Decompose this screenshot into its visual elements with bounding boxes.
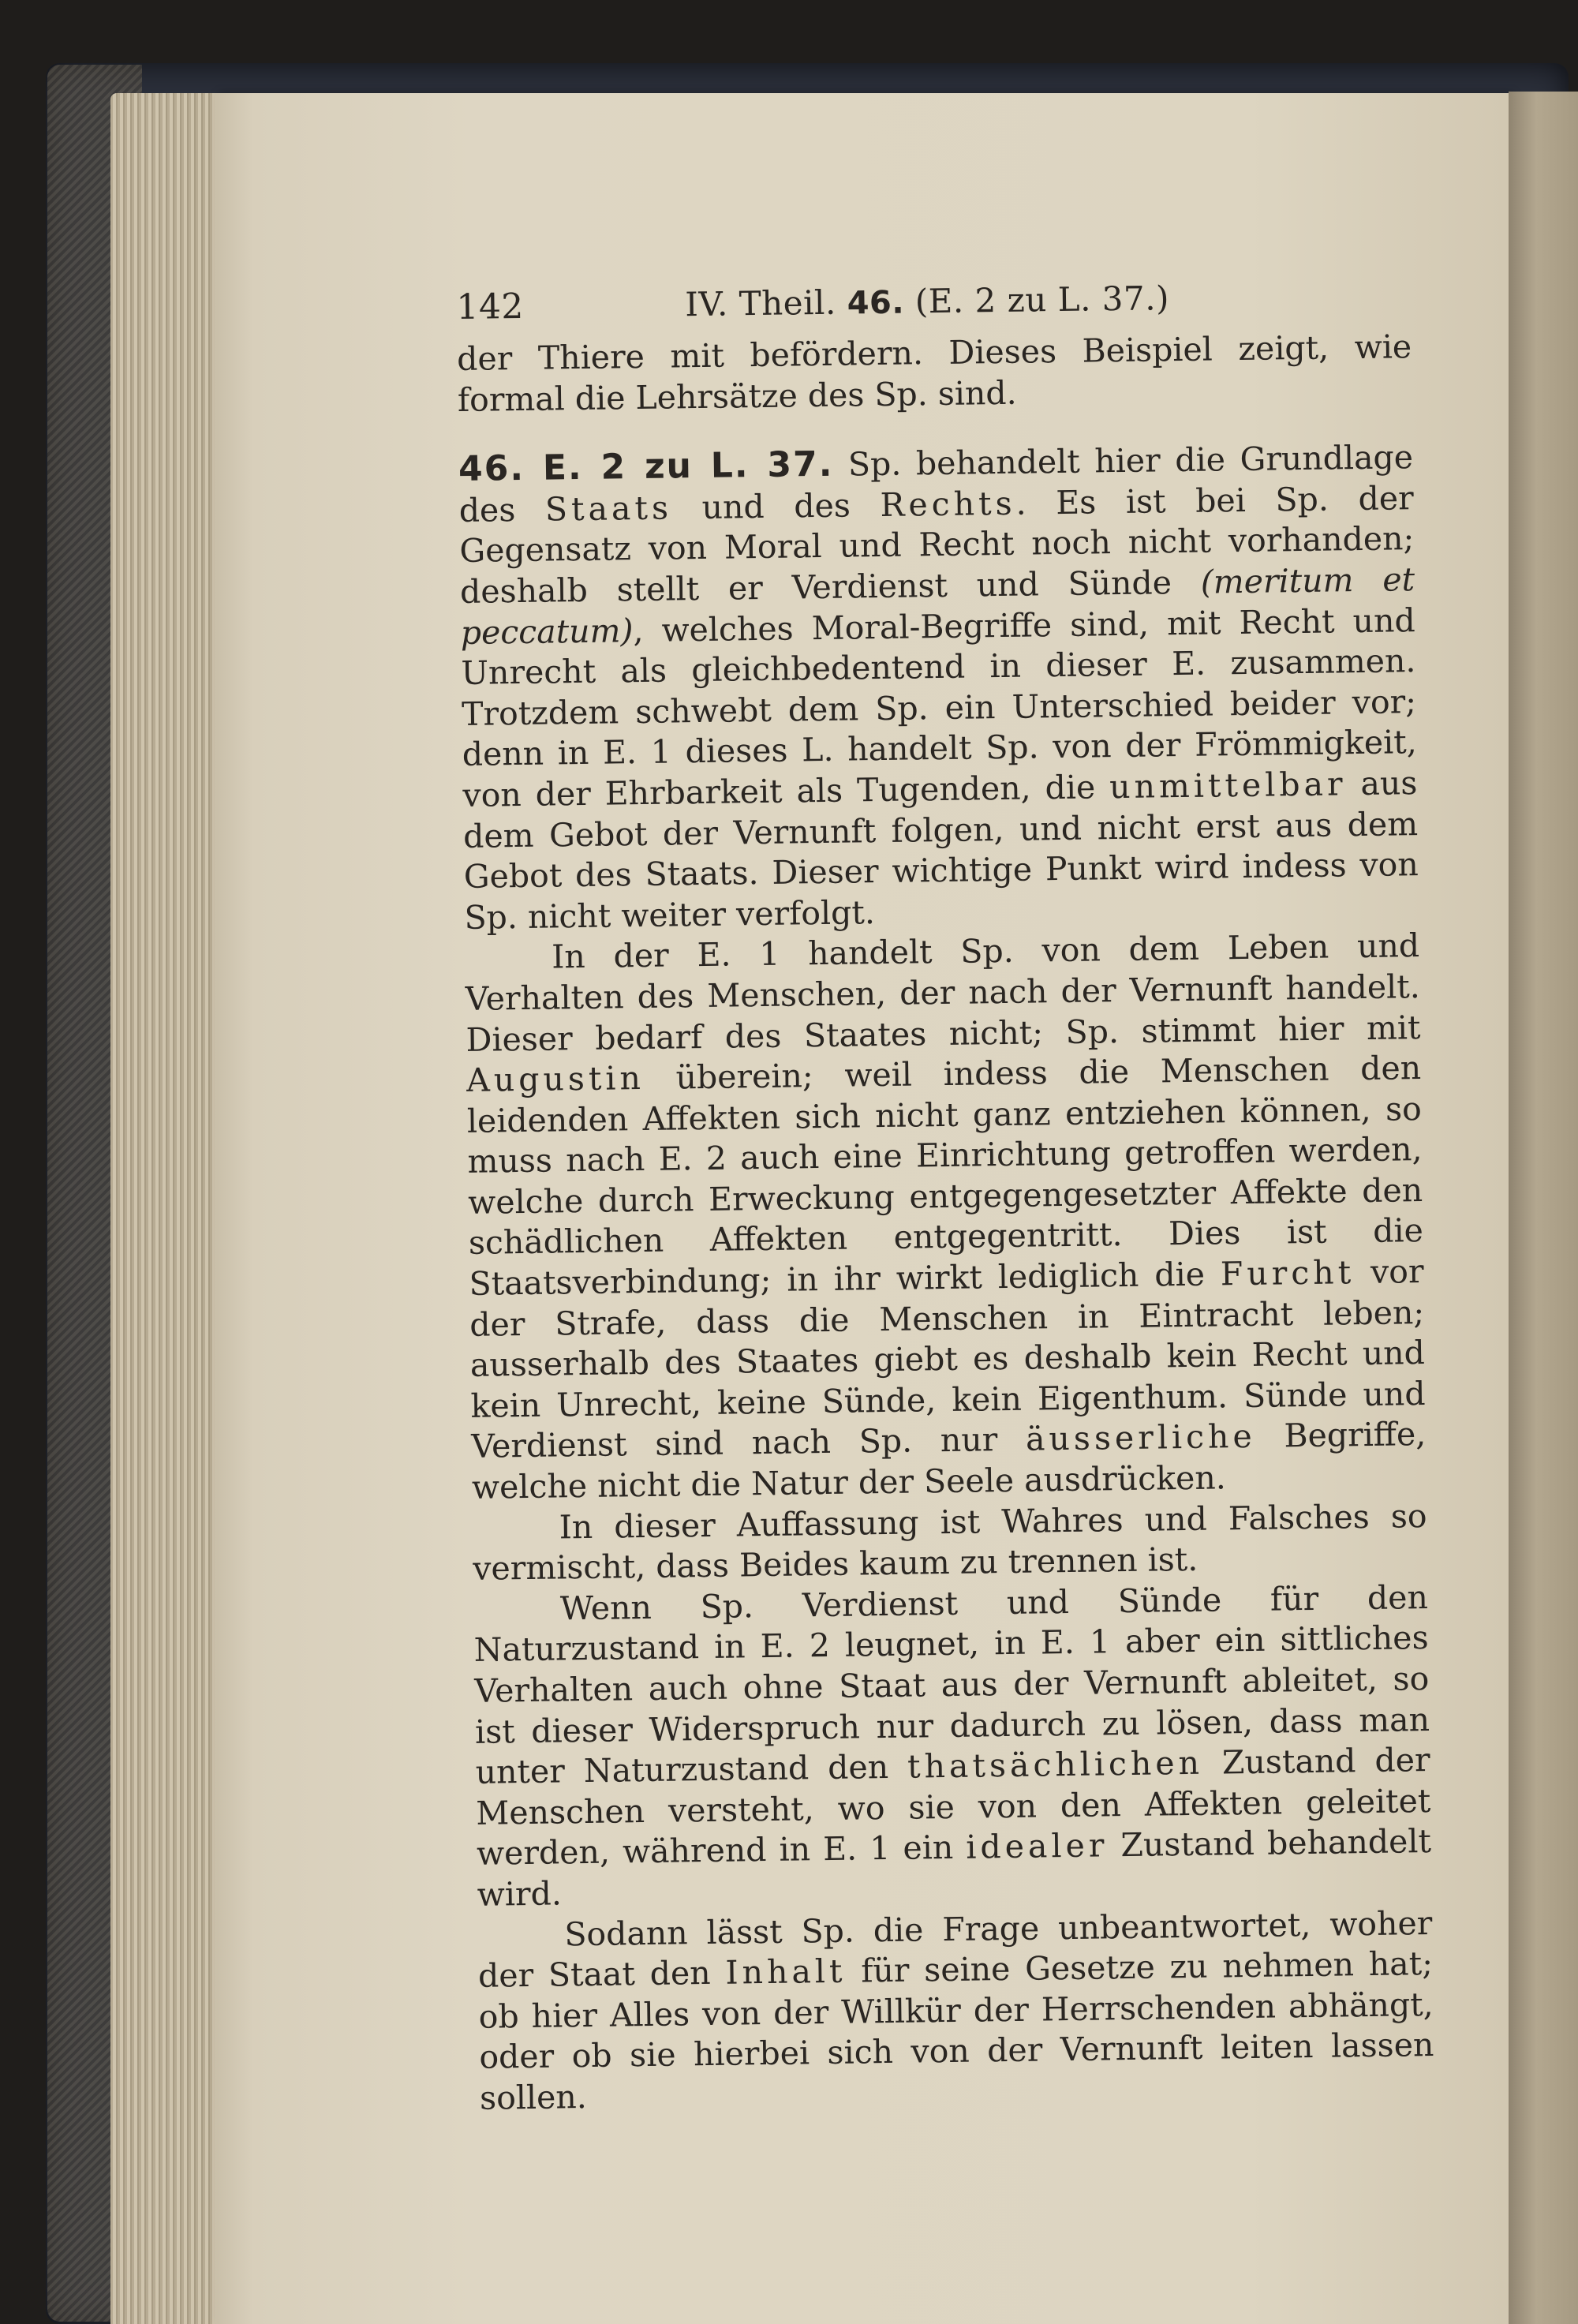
spaced-emphasis: Staats [544, 488, 673, 529]
section-heading: 46. E. 2 zu L. 37. [458, 443, 834, 490]
spaced-emphasis: idealer [966, 1826, 1109, 1867]
paragraph-6: Sodann lässt Sp. die Frage unbeantwortet, woher der Staat den Inhalt für seine Gesetze zu nehmen hat; ob hier Alles von der Willkür der Herrschenden abhängt, oder ob sie hierbei sich von der Vernunft leiten lassen sollen. [477, 1903, 1434, 2117]
facing-page-edge [1509, 92, 1578, 2324]
paragraph-section-46: 46. E. 2 zu L. 37. Sp. behandelt hier die Grundlage des Staats und des Rechts. Es ist bei Sp. der Gegensatz von Moral und Recht noch nicht vorhanden; deshalb stellt er Verdienst und Sünde (meritum et peccatum), welches Moral-Begriffe sind, mit Recht und Unrecht als gleichbedentend in dieser E. zusammen. Trotzdem schwebt dem Sp. ein Unterschied beider vor; denn in E. 1 dieses L. handelt Sp. von der Frömmigkeit, von der Ehrbarkeit als Tugenden, die unmittelbar aus dem Gebot der Vernunft folgen, und nicht erst aus dem Gebot des Staats. Dieser wichtige Punkt wird indess von Sp. nicht weiter verfolgt. [458, 438, 1419, 937]
spaced-emphasis: Furcht [1220, 1253, 1356, 1293]
paragraph-5: Wenn Sp. Verdienst und Sünde für den Naturzustand in E. 2 leugnet, in E. 1 aber ein sittliches Verhalten auch ohne Staat aus der Vernunft ableitet, so ist dieser Widerspruch nur dadurch zu lösen, dass man unter Naturzustand den thatsächlichen Zustand der Menschen versteht, wo sie von den Affekten geleitet werden, während in E. 1 ein idealer Zustand behandelt wird. [473, 1577, 1432, 1914]
spaced-emphasis: Augustin [466, 1059, 645, 1100]
paragraph-3: In der E. 1 handelt Sp. von dem Leben und Verhalten des Menschen, der nach der Vernunft handelt. Dieser bedarf des Staates nicht; Sp. stimmt hier mit Augustin überein; weil indess die Menschen den leidenden Affekten sich nicht ganz entziehen können, so muss nach E. 2 auch eine Einrichtung getroffen werden, welche durch Erweckung entgegengesetzter Affekte den schädlichen Affekten entgegentritt. Dies ist die Staatsverbindung; in ihr wirkt lediglich die Furcht vor der Strafe, dass die Menschen in Eintracht leben; ausserhalb des Staates giebt es deshalb kein Recht und kein Unrecht, keine Sünde, kein Eigenthum. Sünde und Verdienst sind nach Sp. nur äusserliche Begriffe, welche nicht die Natur der Seele ausdrücken. [465, 926, 1427, 1506]
running-section-number: 46. [847, 284, 905, 322]
spaced-emphasis: Rechts [880, 484, 1016, 524]
page-number: 142 [456, 286, 525, 327]
spaced-emphasis: unmittelbar [1109, 765, 1347, 806]
italic-latin-term: (meritum et peccatum) [460, 560, 1415, 652]
paragraph-4: In dieser Auffassung ist Wahres und Falsches so vermischt, dass Beides kaum zu trennen ist. [472, 1496, 1427, 1589]
spaced-emphasis: äusserliche [1025, 1417, 1256, 1459]
page-text [456, 271, 1434, 2119]
paragraph-1: der Thiere mit befördern. Dieses Beispiel zeigt, wie formal die Lehrsätze des Sp. sind. [456, 327, 1412, 419]
spaced-emphasis: thatsächlichen [907, 1743, 1204, 1786]
running-title: IV. Theil. 46. (E. 2 zu L. 37.) [685, 279, 1170, 324]
spaced-emphasis: Inhalt [725, 1952, 847, 1992]
body-text [457, 327, 1434, 2119]
